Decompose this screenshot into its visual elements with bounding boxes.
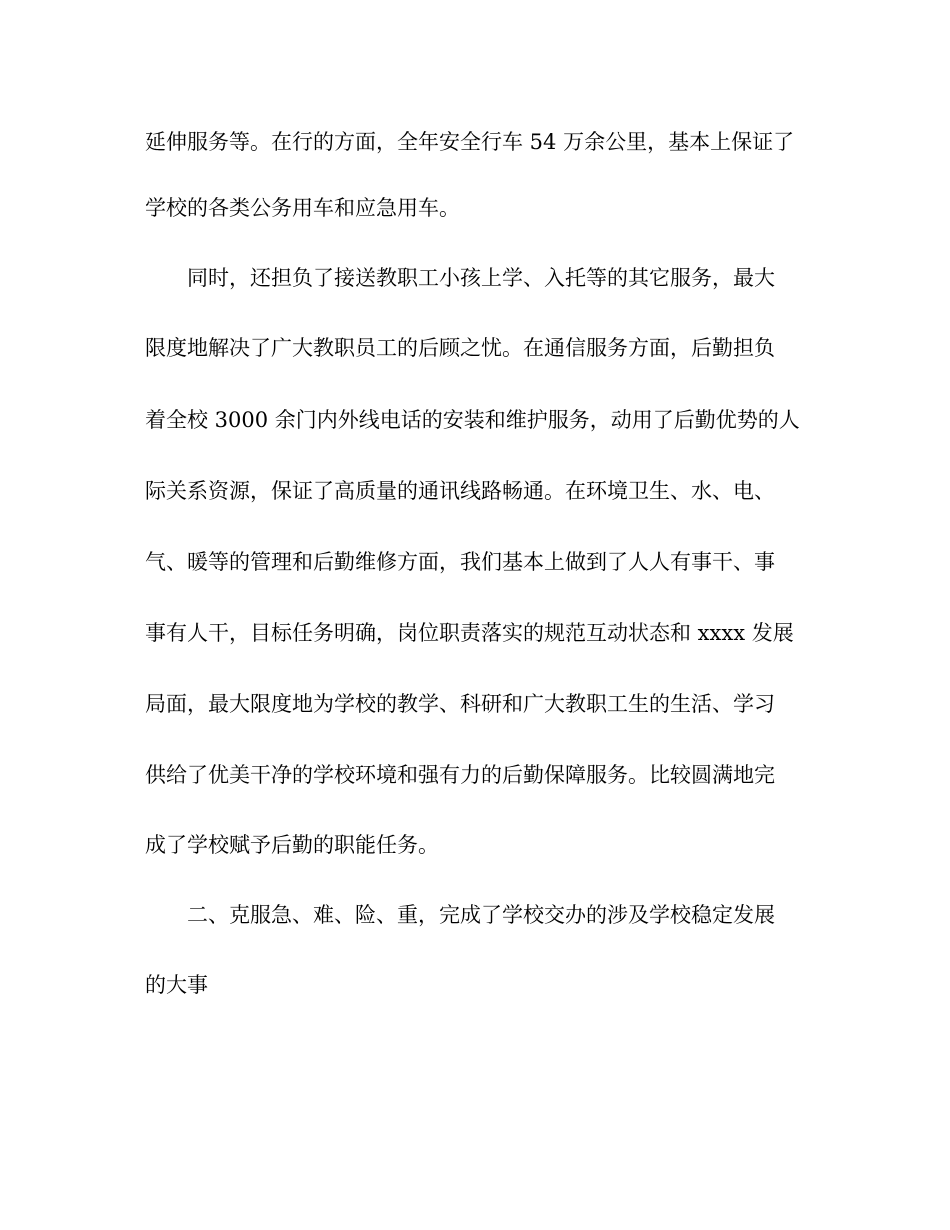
text-line: 局面，最大限度地为学校的教学、科研和广大教职工生的生活、学习 bbox=[145, 692, 775, 716]
text-line: 际关系资源，保证了高质量的通讯线路畅通。在环境卫生、水、电、 bbox=[145, 479, 775, 503]
text-line: 学校的各类公务用车和应急用车。 bbox=[145, 196, 460, 220]
text-line: 事有人干，目标任务明确，岗位职责落实的规范互动状态和 xxxx 发展 bbox=[145, 621, 794, 645]
text-line: 限度地解决了广大教职员工的后顾之忧。在通信服务方面，后勤担负 bbox=[145, 336, 775, 360]
text-line: 气、暖等的管理和后勤维修方面，我们基本上做到了人人有事干、事 bbox=[145, 550, 775, 574]
text-line: 供给了优美干净的学校环境和强有力的后勤保障服务。比较圆满地完 bbox=[145, 763, 775, 787]
paragraph-first-line: 同时，还担负了接送教职工小孩上学、入托等的其它服务，最大 bbox=[187, 266, 775, 290]
section-heading-continued: 的大事 bbox=[145, 973, 208, 997]
text-line: 成了学校赋予后勤的职能任务。 bbox=[145, 833, 439, 857]
text-line: 着全校 3000 余门内外线电话的安装和维护服务，动用了后勤优势的人 bbox=[145, 408, 800, 432]
text-line: 延伸服务等。在行的方面，全年安全行车 54 万余公里，基本上保证了 bbox=[145, 130, 795, 154]
section-heading: 二、克服急、难、险、重，完成了学校交办的涉及学校稳定发展 bbox=[187, 903, 775, 927]
